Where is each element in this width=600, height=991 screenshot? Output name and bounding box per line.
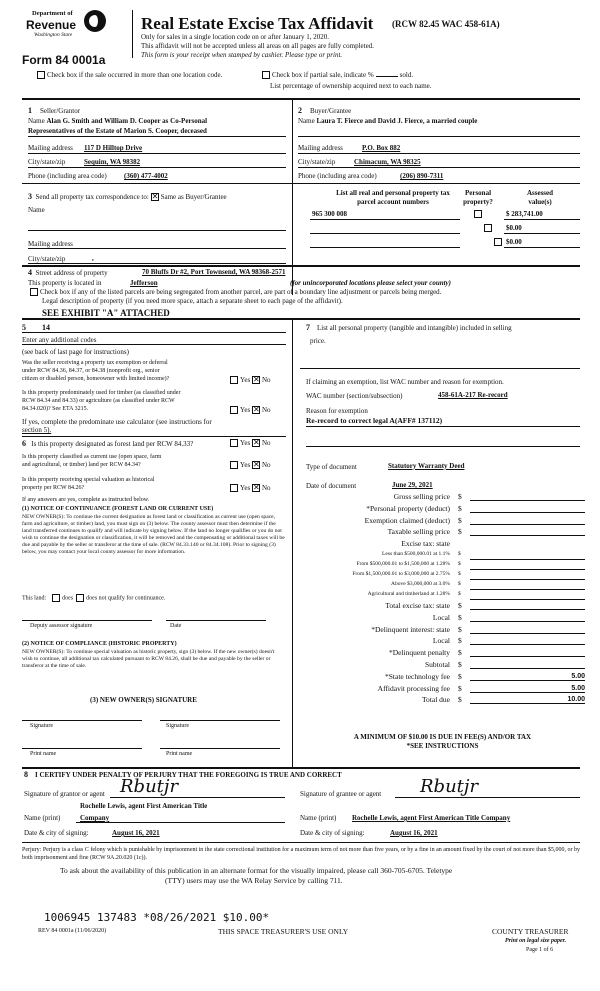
located-value[interactable]: Jefferson <box>130 279 158 287</box>
street-value[interactable]: 70 Bluffs Dr #2, Port Townsend, WA 98368-2571 <box>142 268 286 276</box>
personal-header-1: Personal <box>464 189 492 197</box>
seller-name-label: Name <box>28 117 45 125</box>
partial-sale-label: Check box if partial sale, indicate % <box>272 71 374 79</box>
send-city-value[interactable]: , <box>92 254 94 262</box>
grantee-signature[interactable]: Rbutjr <box>420 776 479 797</box>
buyer-city-value[interactable]: Chimacum, WA 98325 <box>354 158 421 166</box>
fee-label: Above $3,000,000 at 3.0% <box>391 581 450 587</box>
land-does-not-checkbox[interactable] <box>76 594 84 602</box>
sec6-number: 6 <box>22 439 26 448</box>
fee-label: *Personal property (deduct) <box>366 503 450 513</box>
street-label: Street address of property <box>35 269 108 277</box>
assessed-value[interactable]: $ 283,741.00 <box>506 210 543 218</box>
fee-row <box>300 625 585 636</box>
personal-property-checkbox[interactable] <box>484 224 492 232</box>
land-does-not-label: does not qualify for continuance. <box>86 595 166 602</box>
fee-amount[interactable] <box>470 571 585 580</box>
historic-no-checkbox[interactable] <box>252 484 260 492</box>
current-use-no-checkbox[interactable] <box>252 461 260 469</box>
sec5-number: 5 <box>22 323 26 332</box>
fee-label: Affidavit processing fee <box>377 683 450 693</box>
timber-yes-label: Yes <box>240 406 251 414</box>
dollar-sign: $ <box>458 636 462 646</box>
dollar-sign: $ <box>458 683 462 693</box>
buyer-section-number: 2 <box>298 106 302 115</box>
page-number: Page 1 of 6 <box>526 947 554 953</box>
additional-codes-label: Enter any additional codes <box>22 336 97 344</box>
dollar-sign: $ <box>458 612 462 622</box>
dollar-sign: $ <box>458 581 461 587</box>
sec8-number: 8 <box>24 770 28 779</box>
parcel-header-2: parcel account numbers <box>357 198 429 206</box>
minimum-due-note: A MINIMUM OF $10.00 IS DUE IN FEE(S) AND/OR TAX <box>353 733 532 741</box>
dollar-sign: $ <box>458 624 462 634</box>
partial-sale-checkbox-row[interactable] <box>262 71 413 79</box>
header-note-2: This affidavit will not be accepted unless all areas on all pages are fully completed. <box>141 42 374 50</box>
fee-row <box>300 660 585 671</box>
fee-amount[interactable] <box>470 591 585 600</box>
multi-location-checkbox[interactable] <box>37 71 45 79</box>
timber-q-1: Is this property predominately used for timber (as classified under <box>22 390 181 396</box>
forest-yes-checkbox[interactable] <box>230 439 238 447</box>
current-use-q-2: and agricultural, or timber) land per RCW 84.34? <box>22 462 141 468</box>
fee-label: Total due <box>421 695 450 705</box>
legal-description-label: Legal description of property (if you need more space, attach a separate sheet to each page of the affidavit). <box>42 297 343 305</box>
personal-property-label: List all personal property (tangible and intangible) included in selling <box>317 324 512 332</box>
seller-phone-value[interactable]: (360) 477-4002 <box>124 172 168 180</box>
fee-label: Subtotal <box>424 660 450 669</box>
form-number: Form 84 0001a <box>22 53 106 67</box>
compliance-body: NEW OWNER(S): To continue special valuation as historic property, sign (3) below. If the new owner(s) doesn't wish to continue, all additional tax calculated pursuant to RCW 84.26, shall be due and payable by the seller or transferor at the time of sale. <box>22 649 275 669</box>
buyer-name-label: Name <box>298 117 315 125</box>
this-land-label: This land: <box>22 595 47 602</box>
fee-amount[interactable] <box>470 601 585 610</box>
buyer-city-label: City/state/zip <box>298 158 336 166</box>
fee-amount[interactable] <box>470 551 585 560</box>
seller-mailing-value[interactable]: 117 D Hilltop Drive <box>84 144 143 152</box>
timber-q-2: RCW 84.34 and 84.33) or agriculture (as classified under RCW <box>22 398 175 404</box>
buyer-mailing-value[interactable]: P.O. Box 882 <box>362 144 401 152</box>
partial-sale-checkbox[interactable] <box>262 71 270 79</box>
personal-header <box>456 189 500 207</box>
fee-label: Gross selling price <box>393 492 450 501</box>
deputy-signature-label: Deputy assessor signature <box>30 623 93 629</box>
dollar-sign: $ <box>458 571 461 577</box>
seller-section-number: 1 <box>28 106 32 115</box>
exemption-no-label: No <box>261 376 271 384</box>
treasurer-stamp: 1006945 137483 *08/26/2021 $10.00* <box>44 911 270 924</box>
multi-location-checkbox-row[interactable] <box>37 71 222 79</box>
fee-row <box>300 636 585 647</box>
historic-q-2: property per RCW 84.26? <box>22 485 85 491</box>
fee-row <box>300 684 585 695</box>
seller-phone-label: Phone (including area code) <box>28 172 107 180</box>
send-section-number: 3 <box>28 192 32 201</box>
compliance-heading: (2) NOTICE OF COMPLIANCE (HISTORIC PROPERTY) <box>22 641 177 647</box>
current-use-q-1: Is this property classified as current use (open space, farm <box>22 454 162 460</box>
buyer-heading: Buyer/Grantee <box>310 107 352 115</box>
assessed-value[interactable]: $0.00 <box>506 224 522 232</box>
dollar-sign: $ <box>458 527 462 537</box>
fee-row <box>300 539 585 550</box>
dollar-sign: $ <box>458 591 461 597</box>
buyer-phone-value[interactable]: (206) 890-7311 <box>400 172 444 180</box>
fee-row <box>300 601 585 612</box>
send-city-label: City/state/zip <box>28 255 66 263</box>
personal-header-2: property? <box>463 198 493 206</box>
deputy-date-label: Date <box>170 623 182 629</box>
dollar-sign: $ <box>458 695 462 705</box>
timber-yes-checkbox[interactable] <box>230 406 238 414</box>
fee-row <box>300 527 585 538</box>
fee-label: Local <box>432 636 450 646</box>
grantee-date-label: Date & city of signing: <box>300 829 365 837</box>
historic-yes-label: Yes <box>240 484 251 492</box>
reason-value[interactable]: Re-record to correct legal A(AFF# 137112) <box>306 416 443 425</box>
fee-amount[interactable] <box>470 625 585 634</box>
exemption-yes-label: Yes <box>240 376 251 384</box>
dollar-sign: $ <box>458 561 461 567</box>
unincorporated-note: (for unincorporated locations please select your county) <box>290 279 451 287</box>
alt-format-note-2: (TTY) users may use the WA Relay Service by calling 711. <box>165 876 343 885</box>
current-use-yes-checkbox[interactable] <box>230 461 238 469</box>
fee-label: Total excise tax: state <box>385 601 450 610</box>
grantor-signature[interactable]: Rbutjr <box>120 776 179 797</box>
assessed-header-1: Assessed <box>526 189 554 197</box>
fee-row <box>300 695 585 706</box>
doc-date-label: Date of document <box>306 482 357 490</box>
fee-amount[interactable]: 10.00 <box>470 695 585 704</box>
grantee-print-name-label: Name (print) <box>300 814 337 822</box>
form-title: Real Estate Excise Tax Affidavit <box>141 14 374 33</box>
grantor-date-label: Date & city of signing: <box>24 829 89 837</box>
timber-no-label: No <box>261 406 271 414</box>
owner-signature-label-2: Signature <box>166 723 189 729</box>
dollar-sign: $ <box>458 660 462 669</box>
fee-amount[interactable] <box>470 613 585 622</box>
fee-row <box>300 492 585 503</box>
current-use-no-label: No <box>261 461 271 469</box>
assessed-header-2: value(s) <box>528 198 552 206</box>
logo-line1: Department of <box>32 10 73 17</box>
exemption-yes-checkbox[interactable] <box>230 376 238 384</box>
timber-q-3: 84.34.020)? See ETA 3215. <box>22 406 89 412</box>
grantee-name-value[interactable]: Rochelle Lewis, agent First American Title Company <box>352 814 511 822</box>
alt-format-note-1: To ask about the availability of this publication in an alternate format for the visually impaired, please call 360-705-6705. Teletype <box>60 866 453 875</box>
exemption-q-3: citizen or disabled person, homeowner with limited income)? <box>22 376 170 382</box>
grantor-agent-name: Rochelle Lewis, agent First American Title <box>80 802 208 810</box>
if-any-note: If any answers are yes, complete as instructed below. <box>22 497 150 503</box>
owner-signature-label-1: Signature <box>30 723 53 729</box>
reason-label: Reason for exemption <box>306 407 368 415</box>
fee-label: From $500,000.01 to $1,500,000 at 1.28% <box>356 561 450 567</box>
owner-print-name-label-2: Print name <box>166 751 193 757</box>
fee-amount[interactable] <box>470 527 585 536</box>
ownership-percent-note: List percentage of ownership acquired next to each name. <box>270 82 432 90</box>
dollar-sign: $ <box>458 648 462 658</box>
treasurer-use-label: THIS SPACE TREASURER'S USE ONLY <box>218 927 349 936</box>
doc-type-label: Type of document <box>306 463 357 471</box>
fee-amount[interactable] <box>470 504 585 513</box>
fee-row <box>300 672 585 683</box>
exemption-no-checkbox[interactable] <box>252 376 260 384</box>
logo-swirl-icon <box>84 10 106 32</box>
assessed-value[interactable]: $0.00 <box>506 238 522 246</box>
dollar-sign: $ <box>458 492 462 501</box>
fee-label: *Delinquent interest: state <box>371 624 450 634</box>
fee-label: Less than $500,000.01 at 1.1% <box>382 551 450 557</box>
see-instructions-note: *SEE INSTRUCTIONS <box>406 742 479 750</box>
continuance-body: NEW OWNER(S): To continue the current designation as forest land or classification as current use (open space, farm and agriculture, or timber) land, you must sign on (3) below. The county assessor must then determine if the land transferred continues to qualify and will indicate by signing below. If the land no longer qualifies or you do not wish to continue the designation or classification, it will be removed and the compensating or additional taxes will be due and payable by the seller or transferor at the time of sale. (RCW 84.33.140 or 84.34.108). Prior to signing (3) below, you may contact your local county assessor for more information. <box>22 514 285 555</box>
fee-amount[interactable]: 5.00 <box>470 684 585 693</box>
seller-name-line1: Alan G. Smith and William D. Cooper as Co-Personal <box>46 117 208 125</box>
historic-no-label: No <box>261 484 271 492</box>
header-note-3: This form is your receipt when stamped by cashier. Please type or print. <box>141 51 343 59</box>
fee-label: Exemption claimed (deduct) <box>364 515 450 525</box>
logo-line2: Revenue <box>26 18 77 32</box>
revision-label: REV 84 0001a (11/06/2020) <box>38 928 107 934</box>
send-mailing-label: Mailing address <box>28 240 73 248</box>
dollar-sign: $ <box>458 515 462 525</box>
multi-location-label: Check box if the sale occurred in more than one location code. <box>47 71 223 79</box>
fee-row <box>300 516 585 527</box>
buyer-phone-label: Phone (including area code) <box>298 172 377 180</box>
forest-no-checkbox[interactable] <box>252 439 260 447</box>
send-name-label: Name <box>28 206 45 214</box>
fee-row <box>300 648 585 659</box>
exemption-q-1: Was the seller receiving a property tax exemption or deferral <box>22 360 168 366</box>
fee-label: *Delinquent penalty <box>388 648 450 658</box>
seller-city-label: City/state/zip <box>28 158 66 166</box>
dor-logo <box>22 10 122 50</box>
fee-label: Excise tax: state <box>401 539 450 549</box>
exemption-label: If claiming an exemption, list WAC number and reason for exemption. <box>306 378 504 386</box>
fee-amount[interactable]: 5.00 <box>470 672 585 681</box>
seller-city-value[interactable]: Sequim, WA 98382 <box>84 158 141 166</box>
continuance-heading: (1) NOTICE OF CONTINUANCE (FOREST LAND OR CURRENT USE) <box>22 506 214 512</box>
forest-yes-label: Yes <box>240 439 251 447</box>
buyer-name-value[interactable]: Laura T. Fierce and David J. Fierce, a married couple <box>316 117 478 125</box>
forest-question: Is this property designated as forest land per RCW 84.33? <box>31 440 194 448</box>
exhibit-a-note: SEE EXHIBIT "A" ATTACHED <box>42 308 170 318</box>
seller-heading: Seller/Grantor <box>40 107 81 115</box>
personal-property-checkbox[interactable] <box>474 210 482 218</box>
logo-line3: Washington State <box>34 32 73 38</box>
assessed-header <box>510 189 570 207</box>
doc-date-value[interactable]: June 29, 2021 <box>392 481 433 489</box>
wac-label: WAC number (section/subsection) <box>306 392 403 400</box>
fee-label: Agricultural and timberland at 1.28% <box>367 591 450 597</box>
fee-amount[interactable] <box>470 581 585 590</box>
see-back-label: (see back of last page for instructions) <box>22 348 129 356</box>
fee-label: From $1,500,000.01 to $3,000,000 at 2.75% <box>352 571 450 577</box>
fee-amount[interactable] <box>470 648 585 657</box>
fee-amount[interactable] <box>470 561 585 570</box>
fee-row <box>300 613 585 624</box>
grantor-company-value[interactable]: Company <box>80 814 110 822</box>
parcel-header-1: List all real and personal property tax <box>336 189 450 197</box>
personal-property-checkbox[interactable] <box>494 238 502 246</box>
fee-row <box>300 504 585 515</box>
dollar-sign: $ <box>458 503 462 513</box>
forest-no-label: No <box>261 439 271 447</box>
header-note-1: Only for sales in a single location code on or after January 1, 2020. <box>141 33 329 41</box>
certify-statement: I CERTIFY UNDER PENALTY OF PERJURY THAT THE FOREGOING IS TRUE AND CORRECT <box>35 771 342 779</box>
same-as-buyer-checkbox[interactable] <box>151 193 159 201</box>
dollar-sign: $ <box>458 601 462 610</box>
form-title-ref: (RCW 82.45 WAC 458-61A) <box>392 19 500 29</box>
county-treasurer-label: COUNTY TREASURER <box>492 927 569 936</box>
land-use-code[interactable]: 14 <box>42 323 50 332</box>
personal-property-label-2: price. <box>310 337 326 345</box>
partial-sale-label-b: sold. <box>399 71 414 79</box>
legal-paper-note: Print on legal size paper. <box>505 938 567 944</box>
fee-amount[interactable] <box>470 492 585 501</box>
sec7-number: 7 <box>306 323 310 332</box>
exemption-q-2: under RCW 84.36, 84.37, or 84.38 (nonprofit org., senior <box>22 368 160 374</box>
segregation-checkbox[interactable] <box>30 288 38 296</box>
grantor-signature-label: Signature of grantor or agent <box>24 790 105 798</box>
fee-amount[interactable] <box>470 636 585 645</box>
historic-q-1: Is this property receiving special valuation as historical <box>22 477 155 483</box>
located-label: This property is located in <box>28 279 102 287</box>
fee-amount[interactable] <box>470 516 585 525</box>
dollar-sign: $ <box>458 671 462 681</box>
new-owner-signature-heading: (3) NEW OWNER(S) SIGNATURE <box>90 696 197 704</box>
land-does-label: does <box>62 595 74 602</box>
segregation-label: Check box if any of the listed parcels are being segregated from another parcel, are part of a boundary line adjustment or parcels being merged. <box>40 288 442 296</box>
grantor-date-value[interactable]: August 16, 2021 <box>112 829 160 837</box>
fee-amount[interactable] <box>470 660 585 669</box>
fee-label: *State technology fee <box>385 671 450 681</box>
land-does-checkbox[interactable] <box>52 594 60 602</box>
seller-name-line2: Representatives of the Estate of Marion S. Cooper, deceased <box>28 127 207 135</box>
fee-label: Taxable selling price <box>387 527 450 537</box>
grantor-print-name-label: Name (print) <box>24 814 61 822</box>
grantee-date-value[interactable]: August 16, 2021 <box>390 829 438 837</box>
dollar-sign: $ <box>458 551 461 557</box>
same-as-buyer-label: Same as Buyer/Grantee <box>160 193 227 201</box>
parcel-header <box>318 189 468 207</box>
parcel-number[interactable]: 965 300 008 <box>312 210 347 218</box>
wac-value[interactable]: 458-61A-217 Re-record <box>438 391 508 399</box>
street-section-number: 4 <box>28 268 32 277</box>
doc-type-value[interactable]: Statutory Warranty Deed <box>388 462 465 470</box>
buyer-mailing-label: Mailing address <box>298 144 343 152</box>
send-label: Send all property tax correspondence to: <box>35 193 149 201</box>
historic-yes-checkbox[interactable] <box>230 484 238 492</box>
timber-no-checkbox[interactable] <box>252 406 260 414</box>
perjury-notice: Perjury: Perjury is a class C felony which is punishable by imprisonment in the state correctional institution for a maximum term of not more than five years, or by a fine in an amount fixed by the court of not more than $5,000, or by both imprisonment and fine (RCW 9A.20.020 (1c)). <box>22 847 581 861</box>
grantee-signature-label: Signature of grantee or agent <box>300 790 382 798</box>
current-use-yes-label: Yes <box>240 461 251 469</box>
calculator-note-2: section 5). <box>22 426 52 434</box>
fee-label: Local <box>432 612 450 622</box>
owner-print-name-label-1: Print name <box>30 751 57 757</box>
calculator-note-1: If yes, complete the predominate use calculator (see instructions for <box>22 418 212 426</box>
seller-mailing-label: Mailing address <box>28 144 73 152</box>
